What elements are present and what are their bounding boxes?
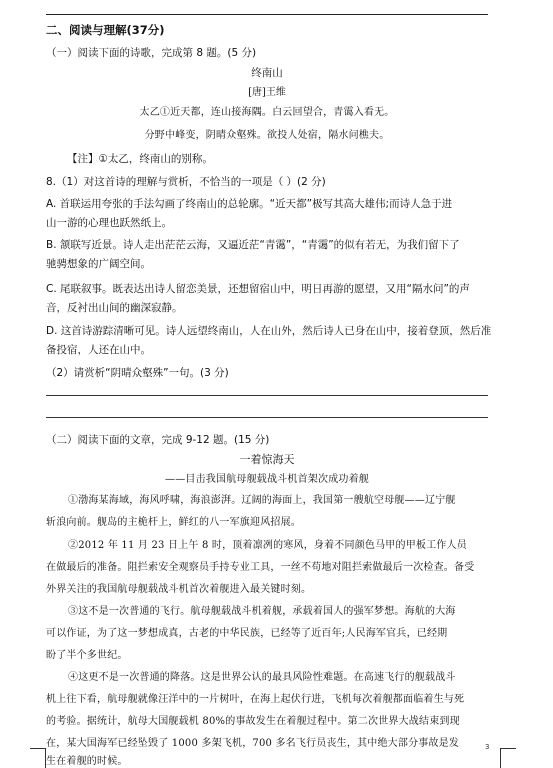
- paragraph-2-line-2: 在做最后的准备。阻拦索安全观察员手持专业工具，一丝不苟地对阻拦索做最后一次检查。备受: [46, 562, 475, 573]
- question-8-part-2: （2）请赏析“阴晴众壑殊”一句。(3 分): [46, 367, 229, 379]
- paragraph-3-line-3: 盼了半个多世纪。: [46, 650, 128, 661]
- answer-line-2: [46, 417, 488, 418]
- paragraph-2-line-1: ②2012 年 11 月 23 日上午 8 时，顶着凛冽的寒风，身着不同颜色马甲的甲板工作人员: [68, 540, 467, 551]
- article-subtitle: ——目击我国航母舰载战斗机首架次成功着舰: [165, 474, 369, 485]
- article-title: 一着惊海天: [239, 453, 295, 466]
- poem-title: 终南山: [251, 67, 283, 79]
- part1-header: （一）阅读下面的诗歌，完成第 8 题。(5 分): [46, 47, 257, 59]
- poem-line-2: 分野中峰变，阴晴众壑殊。欲投人处宿，隔水问樵夫。: [144, 130, 390, 141]
- option-d-line-2: 备投宿，人还在山中。: [46, 344, 151, 356]
- option-d-line-1: D. 这首诗游踪清晰可见。诗人远望终南山，人在山外，然后诗人已身在山中，接着登顶，然后准: [46, 325, 492, 337]
- paragraph-4-line-3: 的考验。据统计，航母大国舰载机 80%的事故发生在着舰过程中。第二次世界大战结束到现: [46, 716, 460, 727]
- poem-line-1: 太乙①近天都，连山接海隅。白云回望合，青霭入看无。: [139, 107, 395, 118]
- section-title: 二、阅读与理解(37分): [46, 23, 165, 37]
- question-8-stem: 8.（1）对这首诗的理解与赏析，不恰当的一项是（ ）(2 分): [46, 176, 326, 188]
- crop-mark-left-v: [45, 748, 46, 768]
- paragraph-2-line-3: 外界关注的我国航母舰载战斗机首次着舰进入最关键时刻。: [46, 584, 312, 595]
- poem-author: [唐]王维: [248, 87, 286, 98]
- part2-header: （二）阅读下面的文章，完成 9-12 题。(15 分): [46, 434, 270, 446]
- paragraph-1-line-2: 斩浪向前。舰岛的主桅杆上，鲜红的八一军旗迎风招展。: [46, 517, 301, 528]
- crop-mark-right-h: [500, 748, 516, 749]
- paragraph-4-line-1: ④这更不是一次普通的降落。这是世界公认的最具风险性难题。在高速飞行的舰载战斗: [68, 672, 456, 683]
- option-b-line-2: 驰骋想象的广阔空间。: [46, 258, 151, 270]
- paragraph-4-line-2: 机上往下看，航母舰就像汪洋中的一片树叶，在海上起伏行进，飞机每次着舰都面临着生与死: [46, 694, 465, 705]
- paragraph-4-line-5: 生在着舰的时候。: [46, 756, 128, 767]
- top-rule: [46, 14, 488, 15]
- option-a-line-2: 山一游的心理也跃然纸上。: [46, 217, 172, 229]
- paragraph-4-line-4: 在，某大国海军已经坠毁了 1000 多架飞机，700 多名飞行员丧生，其中绝大部分事故是发: [46, 738, 460, 749]
- paragraph-1-line-1: ①渤海某海域，海风呼啸，海浪澎湃。辽阔的海面上，我国第一艘航空母舰——辽宁舰: [68, 495, 456, 506]
- option-a-line-1: A. 首联运用夸张的手法勾画了终南山的总轮廓。“近天都”极写其高大雄伟;而诗人急于进: [46, 198, 453, 210]
- answer-line-1: [46, 395, 488, 396]
- poem-note: 【注】①太乙，终南山的别称。: [67, 153, 213, 165]
- paragraph-3-line-2: 可以作证，为了这一梦想成真，古老的中华民族，已经等了近百年;人民海军官兵，已经期: [46, 628, 448, 639]
- page-number: 3: [485, 743, 490, 751]
- option-c-line-1: C. 尾联叙事。既表达出诗人留恋美景，还想留宿山中，明日再游的愿望，又用“隔水问”的声: [46, 283, 470, 295]
- option-b-line-1: B. 颔联写近景。诗人走出茫茫云海，又逼近茫“青霭”，“青霭”的似有若无，为我们留下了: [46, 239, 460, 251]
- crop-mark-left-h: [30, 748, 46, 749]
- crop-mark-right-v: [500, 748, 501, 768]
- option-c-line-2: 音，反衬出山间的幽深寂静。: [46, 302, 183, 314]
- paragraph-3-line-1: ③这不是一次普通的飞行。航母舰载战斗机着舰，承载着国人的强军梦想。海航的大海: [68, 606, 456, 617]
